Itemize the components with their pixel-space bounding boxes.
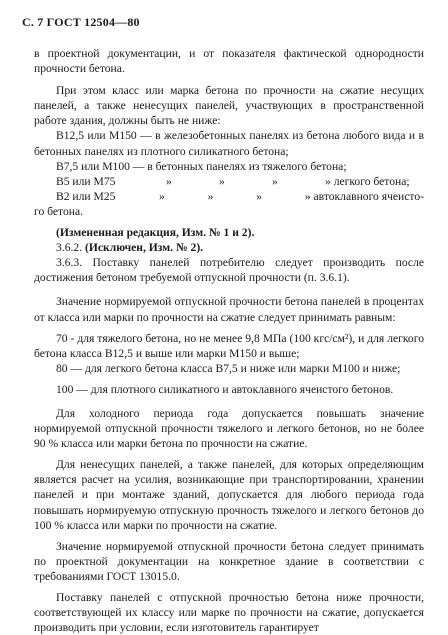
page-header: С. 7 ГОСТ 12504—80 [22,15,140,29]
paragraph-wrap: го бетона. [34,204,84,218]
paragraph-b12: В12,5 или М150 — в железобетонных панелях из бетона любого вида и в бетонных панелях из плотного силикатного бетона; [34,129,424,158]
paragraph-design-docs: Значение нормируемой отпускной прочности бетона следует принимать по проектной документации на конкретное здание в соответствии с требованиями ГОСТ 13015.0. [34,539,424,583]
ditto-row-b5: В5 или М75 » » » » легкого бетона; [34,174,424,189]
ditto-row-b2: В2 или М25 » » » » автоклавного ячеисто- [34,189,424,204]
paragraph-100: 100 — для плотного силикатного и автоклавного ячеистого бетонов. [56,382,394,396]
paragraph-b7: В7,5 или М100 — в бетонных панелях из тяжелого бетона; [56,159,347,173]
paragraph-continuation: в проектной документации, и от показателя фактической однородности прочности бетона. [34,47,424,76]
ditto-row-label: В5 или М75 [56,174,116,188]
paragraph-non-load-bearing: Для ненесущих панелей, а также панелей, для которых определяющим является расчет на усилия, возникающие при транспортировании, хранении панелей и при монтаже зданий, допускается для любого периода года повышать нормируемую отпускную прочность тяжелого и легкого бетонов до 100 % класса или марки по прочности на сжатие. [34,458,424,532]
paragraph-70: 70 - для тяжелого бетона, но не менее 9,8 МПа (100 кгс/см²), и для легкого бетона класса В12,5 и выше или марки М150 и выше; [34,331,424,360]
ditto-row-label: В2 или М25 [56,189,116,203]
document-body [34,46,424,635]
clause-3-6-2: 3.6.2. (Исключен, Изм. № 2). [56,241,204,255]
paragraph-norm-value: Значение нормируемой отпускной прочности бетона панелей в процентах от класса или марки по прочности на сжатие следует принимать равным: [34,295,424,324]
paragraph-delivery: Поставку панелей с отпускной прочностью бетона ниже прочности, соответствующей их классу или марке по прочности на сжатие, допускается производить при условии, если изготовитель гарантирует [34,591,424,635]
paragraph-80: 80 — для легкого бетона класса В7,5 и ниже или марки М100 и ниже; [56,361,401,375]
amendment-note: (Измененная редакция, Изм. № 1 и 2). [56,226,255,240]
clause-3-6-3: 3.6.3. Поставку панелей потребителю следует производить после достижения бетоном требуемой отпускной прочности (п. 3.6.1). [34,256,424,285]
paragraph-class-requirements: При этом класс или марка бетона по прочности на сжатие несущих панелей, а также ненесущих панелей, участвующих в пространственной работе здания, должны быть не ниже: [34,84,424,128]
paragraph-cold-period: Для холодного периода года допускается повышать значение нормируемой отпускной прочности тяжелого и легкого бетонов, но не более 90 % класса или марки бетона по прочности на сжатие. [34,406,424,451]
